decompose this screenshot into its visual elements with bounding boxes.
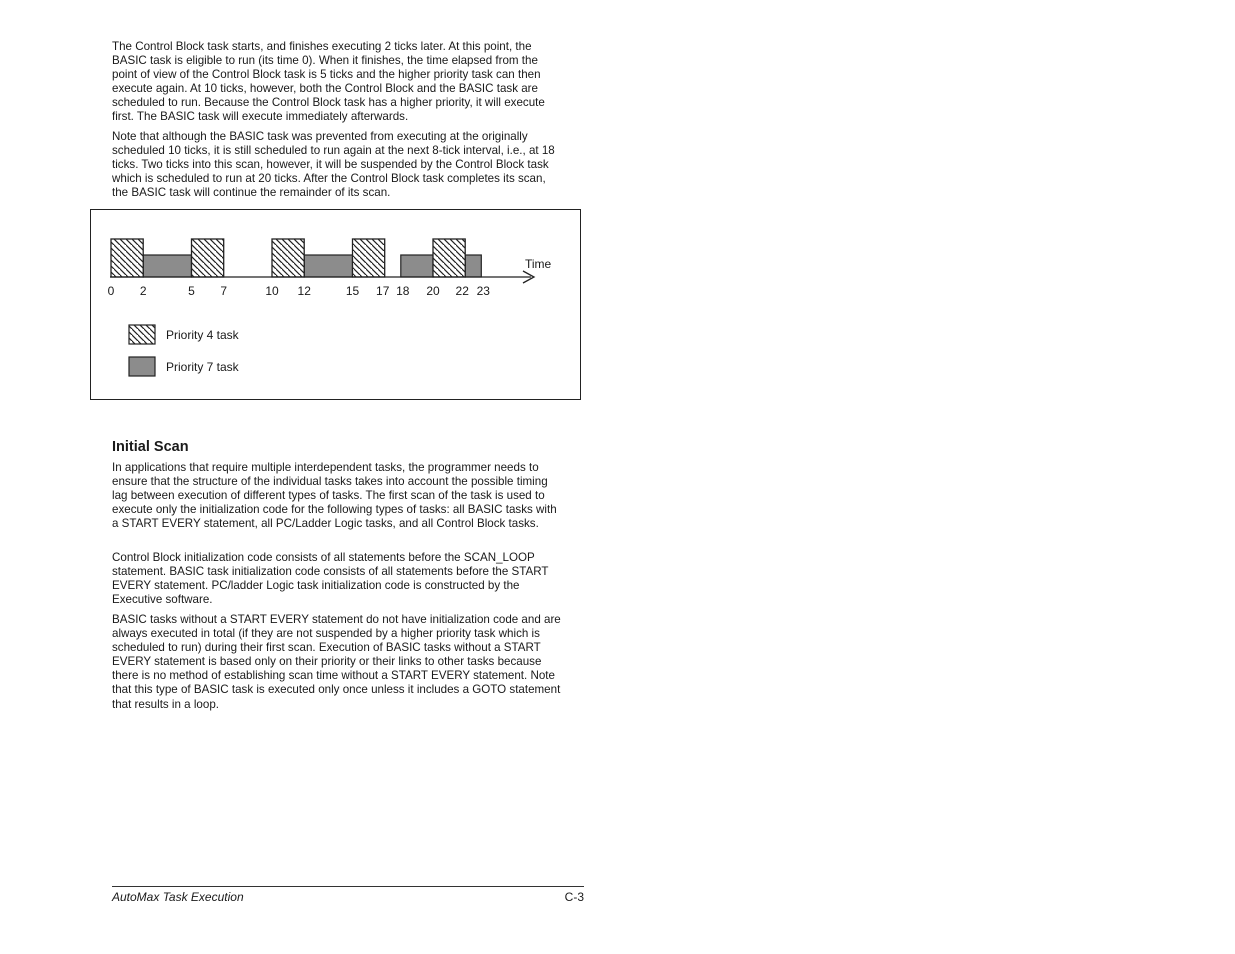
priority4-bar-2 bbox=[272, 239, 304, 277]
control-block-paragraph: Control Block initialization code consists of all statements before the SCAN_LOOP statement. BASIC task initialization code consists of all statements before the START EVERY statement. PC/ladder Logic task initialization code is constructed by the Executive software. bbox=[112, 551, 549, 607]
section-heading: Initial Scan bbox=[112, 439, 189, 455]
tick-label-9: 20 bbox=[426, 284, 440, 298]
priority7-bar-0 bbox=[143, 255, 191, 277]
note-paragraph: Note that although the BASIC task was prevented from executing at the originally scheduled 10 ticks, it is still scheduled to run again at the next 8-tick interval, i.e., at 18 ticks. Two ticks into this scan, however, it will be suspended by the Control Block task which is scheduled to run at 20 ticks. After the Control Block task completes its scan, the BASIC task will continue the remainder of its scan. bbox=[112, 130, 555, 200]
priority4-bar-3 bbox=[353, 239, 385, 277]
intro-paragraph: The Control Block task starts, and finishes executing 2 ticks later. At this point, the BASIC task is eligible to run (its time 0). When it finishes, the time elapsed from the point of view of the Control Block task is 5 ticks and the higher priority task can then execute again. At 10 ticks, however, both the Control Block and the BASIC task are scheduled to run. Because the Control Block task has a higher priority, it will execute first. The BASIC task will execute immediately afterwards. bbox=[112, 40, 545, 124]
priority4-bar-0 bbox=[111, 239, 143, 277]
tick-label-6: 15 bbox=[345, 284, 360, 298]
initial-scan-paragraph: In applications that require multiple interdependent tasks, the programmer needs to ensure that the structure of the individual tasks takes into account the possible timing lag between execution of different types of tasks. The first scan of the task is used to execute only the initialization code for the following types of tasks: all BASIC tasks with a START EVERY statement, all PC/Ladder Logic tasks, and all Control Block tasks. bbox=[112, 461, 557, 531]
legend-priority4-swatch bbox=[129, 325, 155, 344]
tick-label-7: 17 bbox=[376, 284, 390, 298]
time-axis-label: Time bbox=[525, 257, 552, 271]
tick-label-11: 23 bbox=[476, 284, 490, 298]
tick-label-8: 18 bbox=[396, 284, 410, 298]
tick-label-10: 22 bbox=[455, 284, 469, 298]
priority4-bar-4 bbox=[433, 239, 465, 277]
legend-priority7-label: Priority 7 task bbox=[166, 360, 239, 374]
task-timing-diagram bbox=[90, 209, 581, 400]
tick-label-2: 5 bbox=[188, 284, 195, 298]
tick-label-1: 2 bbox=[139, 284, 147, 298]
legend-priority7-swatch bbox=[129, 357, 155, 376]
priority4-bar-1 bbox=[192, 239, 224, 277]
basic-tasks-paragraph: BASIC tasks without a START EVERY statement do not have initialization code and are always executed in total (if they are not suspended by a higher priority task which is scheduled to run) during their first scan. Execution of BASIC tasks without a START EVERY statement is based only on their priority or their links to other tasks because there is no method of establishing scan time without a START EVERY statement. Note that this type of BASIC task is executed only once unless it includes a GOTO statement that results in a loop. bbox=[112, 613, 561, 711]
page-number: C-3 bbox=[564, 890, 584, 904]
priority7-bar-2 bbox=[401, 255, 433, 277]
tick-label-4: 10 bbox=[265, 284, 279, 298]
legend-priority4-label: Priority 4 task bbox=[166, 328, 239, 342]
priority7-bar-3 bbox=[465, 255, 481, 277]
tick-label-0: 0 bbox=[107, 284, 115, 298]
priority7-bar-1 bbox=[304, 255, 352, 277]
figure-frame bbox=[91, 210, 581, 400]
tick-label-3: 7 bbox=[220, 284, 228, 298]
footer-rule bbox=[112, 886, 584, 887]
task-timing-figure bbox=[90, 209, 581, 400]
tick-label-5: 12 bbox=[297, 284, 311, 298]
footer-title: AutoMax Task Execution bbox=[112, 890, 244, 904]
